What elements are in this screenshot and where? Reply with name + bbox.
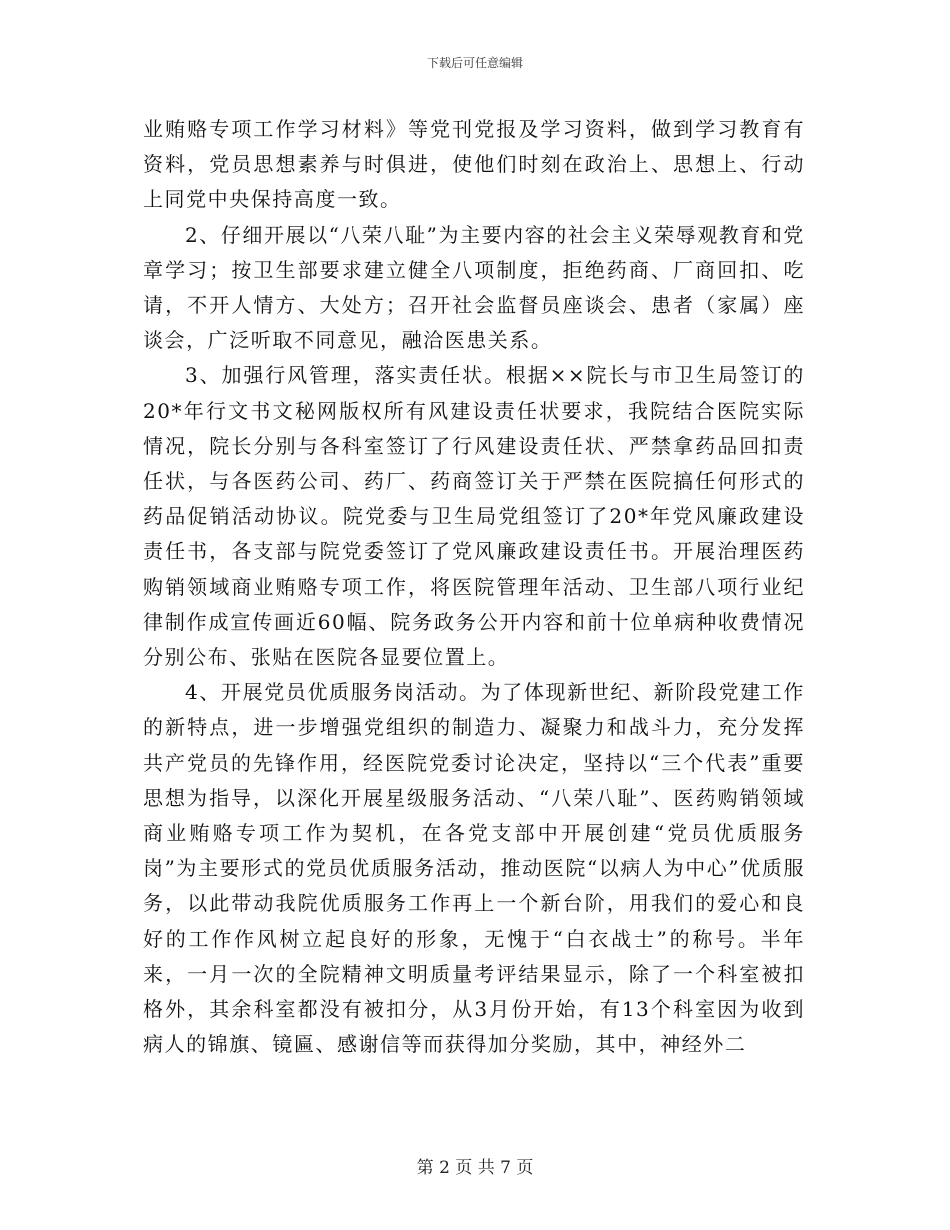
page-number: 第 2 页 共 7 页 <box>416 1158 534 1178</box>
paragraph-conduct-management: 3、加强行风管理，落实责任状。根据××院长与市卫生局签订的20*年行文书文秘网版权所有风建设责任状要求，我院结合医院实际情况，院长分别与各科室签订了行风建设责任状、严禁拿药品回扣责任状，与各医药公司、药厂、药商签订关于严禁在医院搞任何形式的药品促销活动协议。院党委与卫生局党组签订了20*年党风廉政建设责任书，各支部与院党委签订了党风廉政建设责任书。开展治理医药购销领域商业贿赂专项工作，将医院管理年活动、卫生部八项行业纪律制作成宣传画近60幅、院务政务公开内容和前十位单病种收费情况分别公布、张贴在医院各显要位置上。 <box>143 363 805 670</box>
paragraph-eight-honors-eight-shames: 2、仔细开展以“八荣八耻”为主要内容的社会主义荣辱观教育和党章学习；按卫生部要求建立健全八项制度，拒绝药商、厂商回扣、吃请，不开人情方、大处方；召开社会监督员座谈会、患者（家属）座谈会，广泛听取不同意见，融洽医患关系。 <box>143 222 805 353</box>
paragraph-continued-study-materials: 业贿赂专项工作学习材料》等党刊党报及学习资料，做到学习教育有资料，党员思想素养与时俱进，使他们时刻在政治上、思想上、行动上同党中央保持高度一致。 <box>143 117 805 212</box>
paragraph-party-service-posts: 4、开展党员优质服务岗活动。为了体现新世纪、新阶段党建工作的新特点，进一步增强党组织的制造力、凝聚力和战斗力，充分发挥共产党员的先锋作用，经医院党委讨论决定，坚持以“三个代表”重要思想为指导，以深化开展星级服务活动、“八荣八耻”、医药购销领域商业贿赂专项工作为契机，在各党支部中开展创建“党员优质服务岗”为主要形式的党员优质服务活动，推动医院“以病人为中心”优质服务，以此带动我院优质服务工作再上一个新台阶，用我们的爱心和良好的工作作风树立起良好的形象，无愧于“白衣战士”的称号。半年来，一月一次的全院精神文明质量考评结果显示，除了一个科室被扣格外，其余科室都没有被扣分，从3月份开始，有13个科室因为收到病人的锦旗、镜匾、感谢信等而获得加分奖励，其中，神经外二 <box>143 680 805 1057</box>
document-body <box>143 112 805 1062</box>
download-edit-note: 下载后可任意编辑 <box>426 56 523 70</box>
